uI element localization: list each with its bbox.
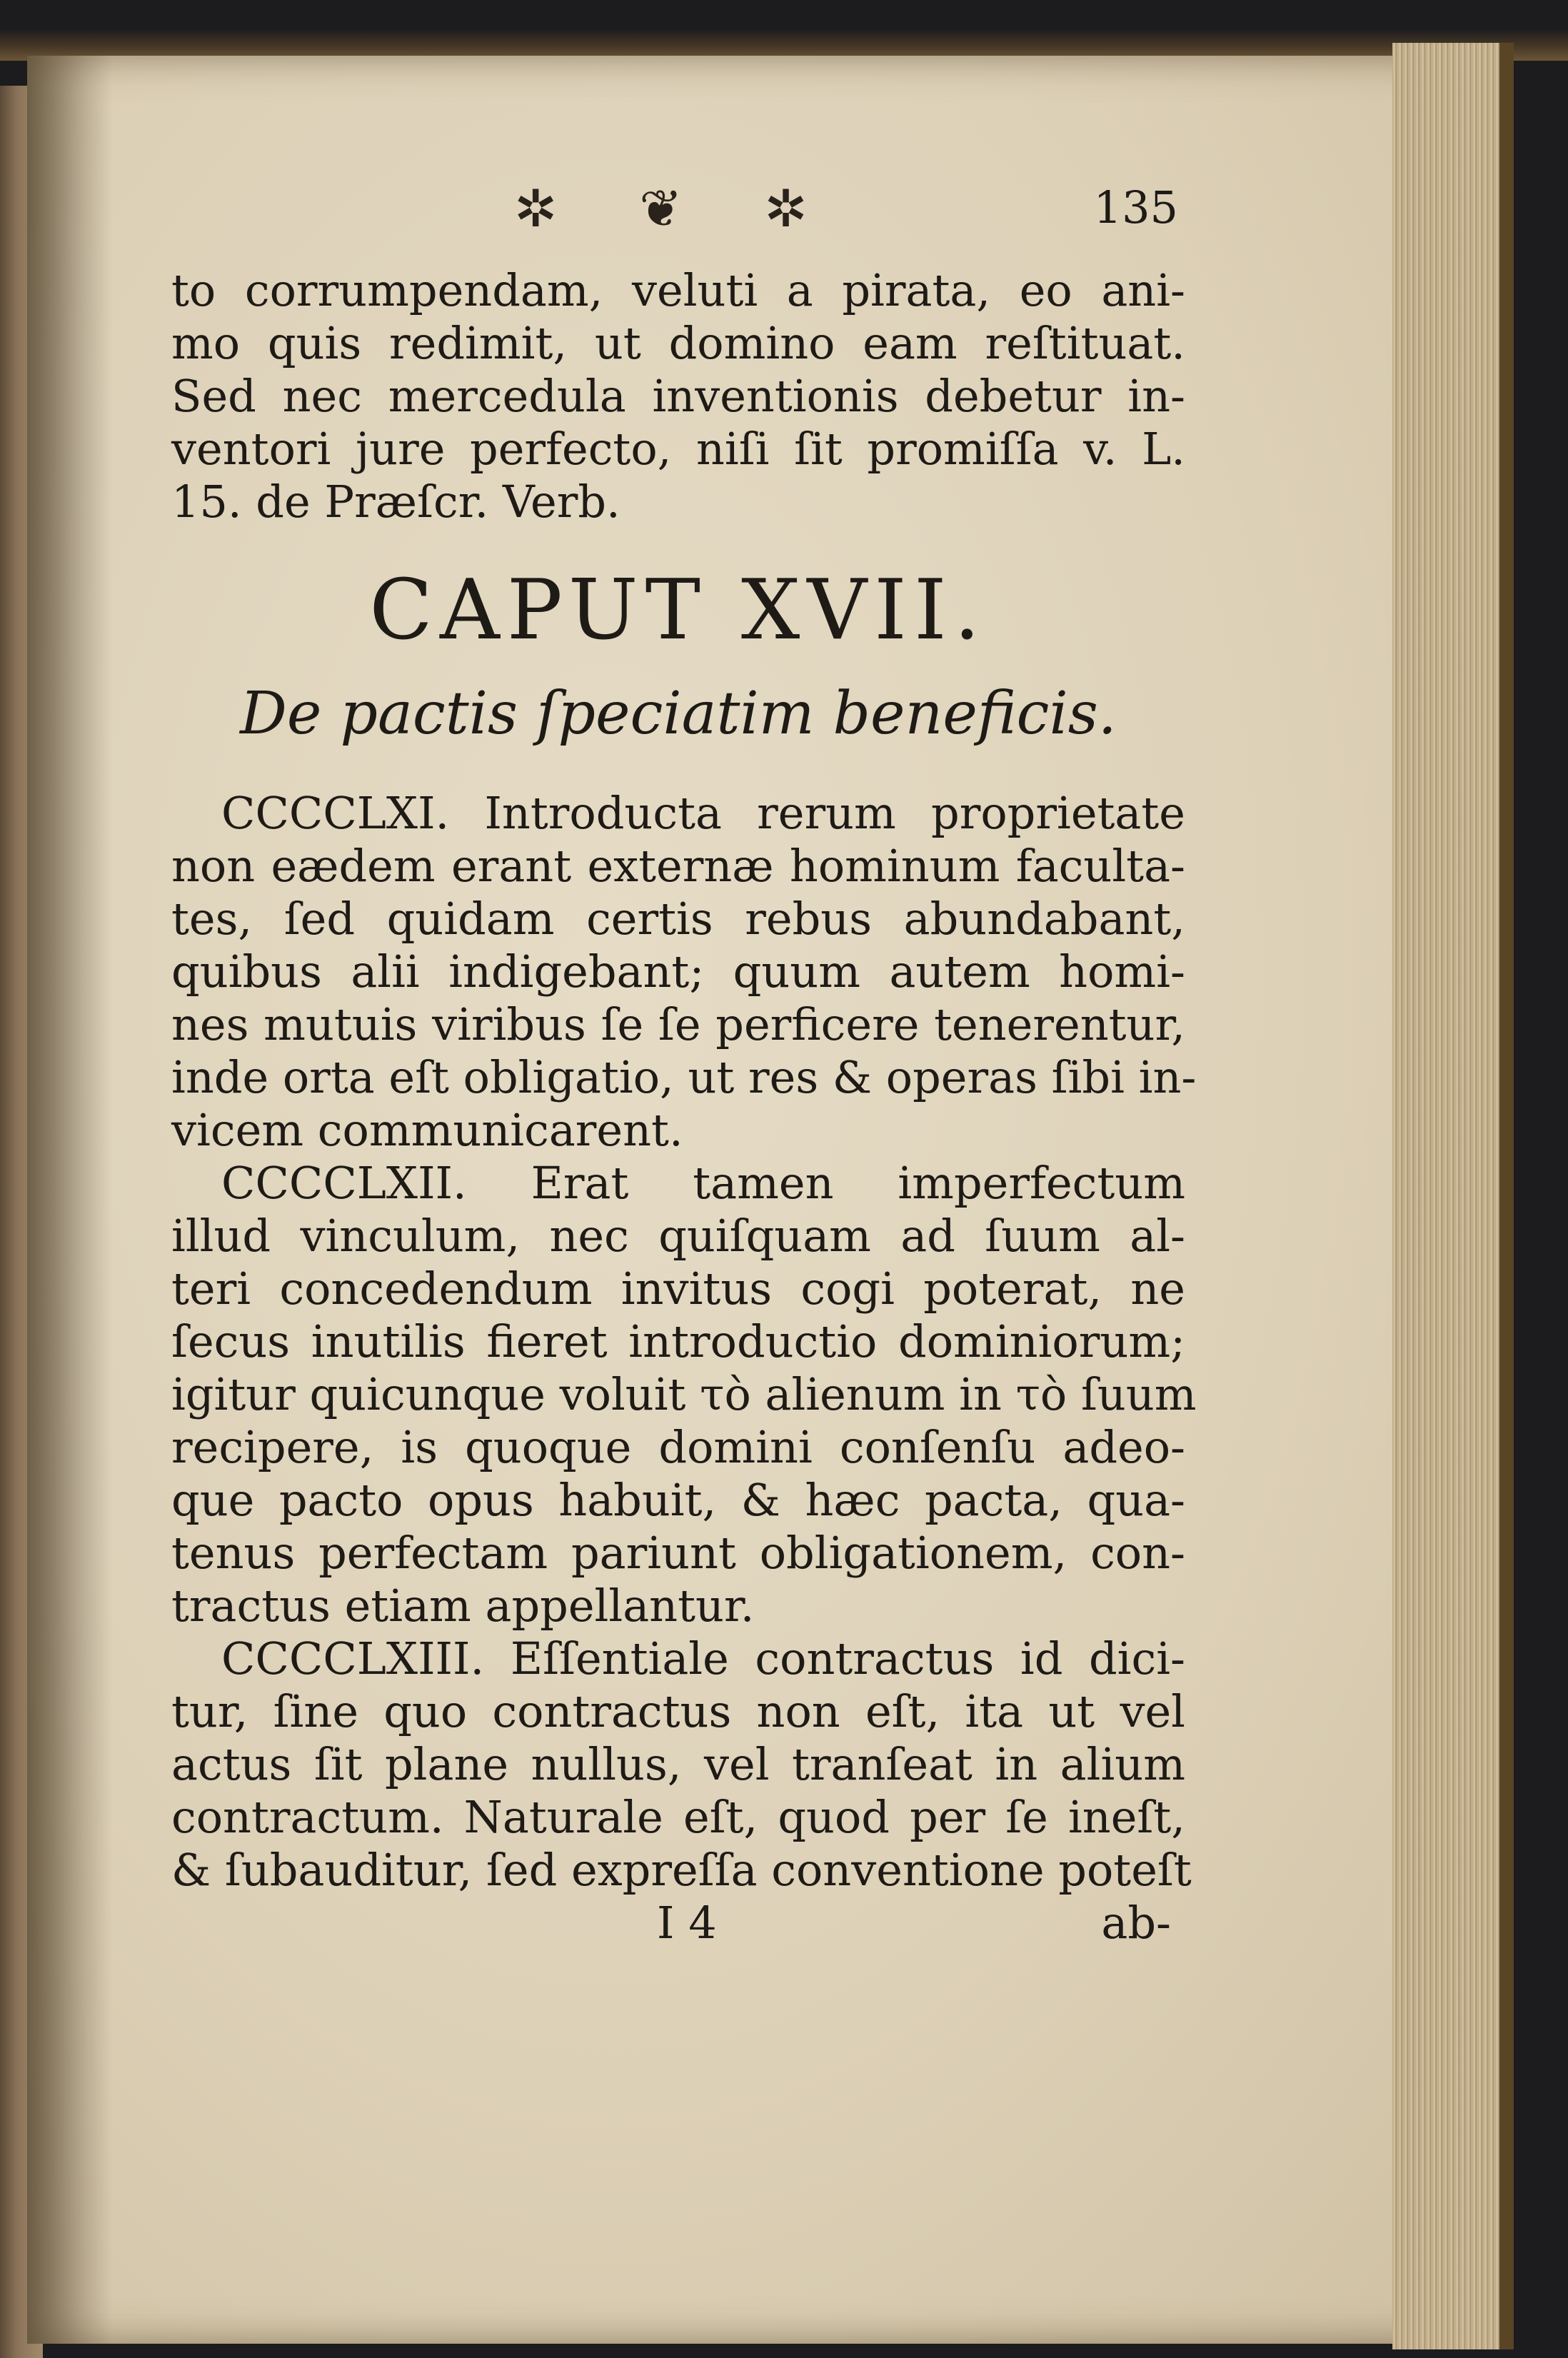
text-line: contractum. Naturale eſt, quod per ſe ineſt, — [171, 1791, 1185, 1843]
header-ornament: ✲ ❦ ✲ — [514, 179, 840, 239]
text-line: vicem communicarent. — [171, 1104, 683, 1156]
text-line: inde orta eſt obligatio, ut res & operas ſibi in- — [171, 1051, 1197, 1103]
text-line: CCCCLXII. Erat tamen imperfectum — [221, 1157, 1185, 1209]
page-text-block — [171, 179, 1197, 1954]
text-line: tur, ſine quo contractus non eſt, ita ut vel — [171, 1685, 1185, 1737]
text-line: to corrumpendam, veluti a pirata, eo ani- — [171, 264, 1185, 316]
text-line: & ſubauditur, ſed expreſſa conventione poteſt — [171, 1844, 1192, 1896]
paragraph-462 — [171, 1157, 1197, 1632]
text-line: CCCCLXI. Introducta rerum proprietate — [221, 787, 1185, 839]
text-line: ventori jure perfecto, niſi ſit promiſſa v. L. — [171, 423, 1185, 475]
page-edges-stack — [1392, 43, 1514, 2349]
text-line: que pacto opus habuit, & hæc pacta, qua- — [171, 1474, 1185, 1526]
text-line: 15. de Præſcr. Verb. — [171, 476, 620, 528]
text-line: tractus etiam appellantur. — [171, 1580, 755, 1632]
running-header — [171, 179, 1185, 264]
page-gutter-shadow — [27, 56, 113, 2344]
page-footer — [171, 1897, 1185, 1954]
text-line: recipere, is quoque domini conſenſu adeo- — [171, 1421, 1185, 1473]
text-line: quibus alii indigebant; quum autem homi- — [171, 945, 1185, 998]
signature-mark: I 4 — [657, 1897, 717, 1949]
text-line: non eædem erant externæ hominum faculta- — [171, 840, 1185, 892]
text-line: teri concedendum invitus cogi poterat, ne — [171, 1263, 1185, 1315]
text-line: illud vinculum, nec quiſquam ad ſuum al- — [171, 1210, 1185, 1262]
catchword: ab- — [1101, 1897, 1171, 1949]
text-line: ſecus inutilis fieret introductio dominiorum; — [171, 1315, 1185, 1368]
text-line: CCCCLXIII. Eſſentiale contractus id dici- — [221, 1632, 1185, 1685]
text-line: tes, ſed quidam certis rebus abundabant, — [171, 893, 1185, 945]
text-line: nes mutuis viribus ſe ſe perficere tenerentur, — [171, 998, 1185, 1050]
text-line: mo quis redimit, ut domino eam reſtituat. — [171, 317, 1185, 369]
chapter-title: CAPUT XVII. — [369, 562, 987, 658]
page-number: 135 — [1093, 181, 1178, 234]
chapter-subtitle: De pactis ſpeciatim beneficis. — [240, 680, 1117, 748]
text-line: tenus perfectam pariunt obligationem, con- — [171, 1527, 1185, 1579]
paragraph-463 — [171, 1632, 1192, 1897]
text-line: igitur quicunque voluit τὸ alienum in τὸ ſuum — [171, 1368, 1197, 1420]
text-line: actus ſit plane nullus, vel tranſeat in alium — [171, 1738, 1185, 1790]
paragraph-461 — [171, 787, 1197, 1157]
continued-paragraph — [171, 264, 1185, 528]
text-line: Sed nec mercedula inventionis debetur in- — [171, 370, 1185, 422]
